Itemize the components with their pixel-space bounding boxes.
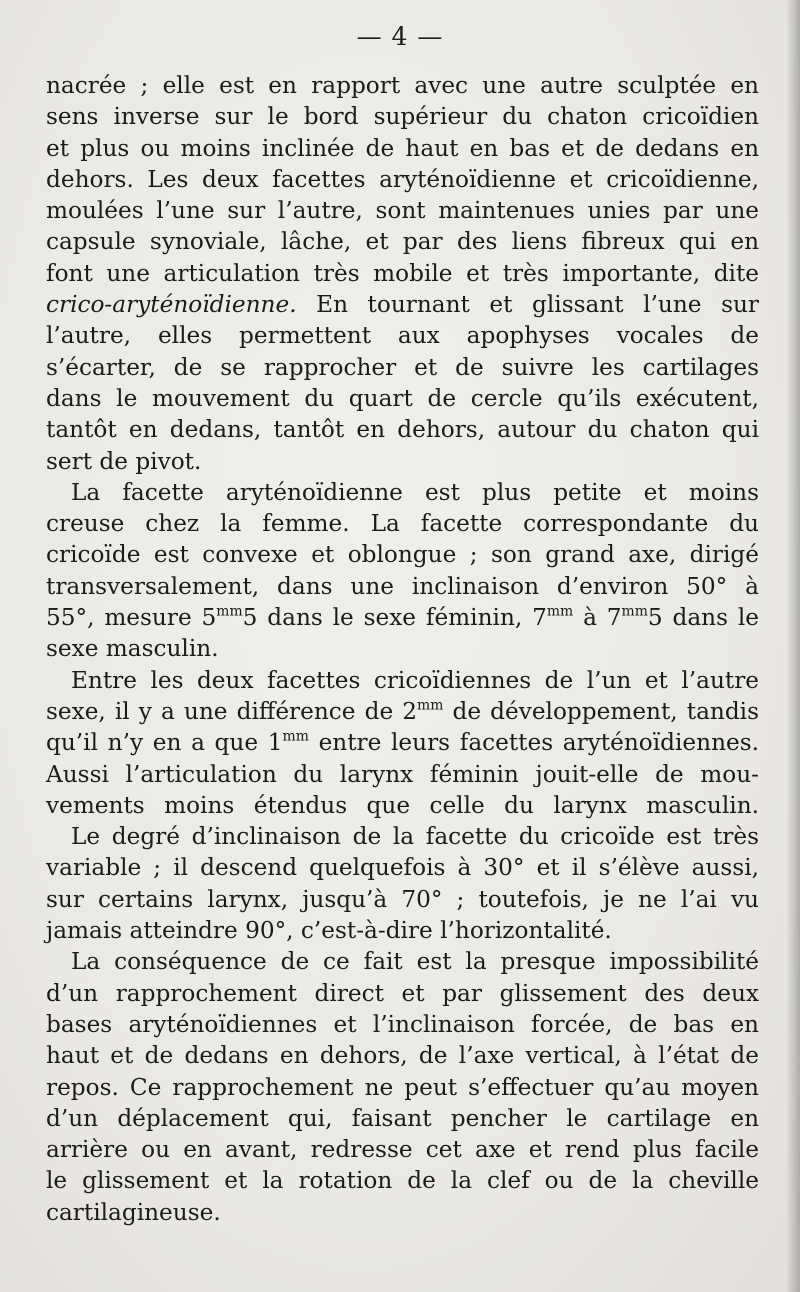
text-line: cricoïde est convexe et oblongue ; son grand axe, dirigé: [46, 541, 759, 569]
text-line: s’écarter, de se rapprocher et de suivre les cartilages: [46, 353, 759, 381]
text-line: creuse chez la femme. La facette correspondante du: [46, 510, 759, 538]
text-line: transversalement, dans une inclinaison d’environ 50° à: [46, 572, 759, 600]
text-line: capsule synoviale, lâche, et par des liens fibreux qui en: [46, 228, 759, 256]
text-line: font une articulation très mobile et très importante, dite: [46, 259, 759, 287]
text-line: sert de pivot.: [46, 447, 202, 475]
text-line: sexe masculin.: [46, 635, 219, 663]
unit-superscript: mm: [546, 603, 574, 620]
text-line: [46, 289, 759, 320]
text-line: repos. Ce rapprochement ne peut s’effectuer qu’au moyen: [46, 1073, 759, 1101]
text-line: cartilagineuse.: [46, 1198, 221, 1226]
text-line: l’autre, elles permettent aux apophyses vocales de: [46, 322, 759, 350]
text-line: qu’il n’y en a que $1^{mm}$ entre leurs facettes aryténoïdiennes.: [46, 728, 759, 757]
text-line: variable ; il descend quelquefois à 30° et il s’élève aussi,: [46, 854, 759, 882]
unit-superscript: mm: [216, 603, 243, 620]
text-line: 55°, mesure $5^{mm}5$ dans le sexe féminin, $7^{mm}$ à $7^{mm}5$ dans le: [46, 603, 759, 632]
text-line: sur certains larynx, jusqu’à 70° ; toutefois, je ne l’ai vu: [46, 885, 759, 913]
text-line: Aussi l’articulation du larynx féminin jouit-elle de mou-: [46, 760, 759, 788]
text-line: sexe, il y a une différence de $2^{mm}$ de développement, tandis: [46, 697, 759, 725]
text-line: et plus ou moins inclinée de haut en bas et de dedans en: [46, 134, 759, 162]
text-line: d’un rapprochement direct et par glissement des deux: [46, 979, 759, 1007]
unit-superscript: mm: [417, 697, 444, 714]
text-line: La facette aryténoïdienne est plus petite et moins: [71, 478, 759, 506]
text-line: dans le mouvement du quart de cercle qu’ils exécutent,: [46, 384, 759, 412]
text-line-rest: En tournant et glissant l’une sur: [296, 291, 759, 319]
text-line: Entre les deux facettes cricoïdiennes de l’un et l’autre: [71, 666, 759, 694]
text-line: vements moins étendus que celle du larynx masculin.: [46, 791, 759, 819]
text-line: le glissement et la rotation de la clef ou de la cheville: [46, 1167, 759, 1195]
text-line: tantôt en dedans, tantôt en dehors, autour du chaton qui: [46, 416, 759, 444]
text-line: moulées l’une sur l’autre, sont maintenues unies par une: [46, 197, 759, 225]
text-line: arrière ou en avant, redresse cet axe et rend plus facile: [46, 1136, 759, 1164]
text-line: haut et de dedans en dehors, de l’axe vertical, à l’état de: [46, 1042, 759, 1070]
text-line: jamais atteindre 90°, c’est-à-dire l’horizontalité.: [46, 917, 612, 945]
text-line: Le degré d’inclinaison de la facette du cricoïde est très: [71, 823, 759, 851]
page-edge-shadow: [786, 0, 800, 1292]
text-line: d’un déplacement qui, faisant pencher le cartilage en: [46, 1104, 759, 1132]
text-line: dehors. Les deux facettes aryténoïdienne et cricoïdienne,: [46, 165, 759, 193]
text-line: sens inverse sur le bord supérieur du chaton cricoïdien: [46, 103, 759, 131]
body-text: [46, 70, 759, 1228]
page-number: — 4 —: [356, 22, 444, 51]
text-line: bases aryténoïdiennes et l’inclinaison forcée, de bas en: [46, 1010, 759, 1038]
unit-superscript: mm: [621, 603, 648, 620]
italic-term: crico-aryténoïdienne.: [46, 291, 297, 319]
text-line: nacrée ; elle est en rapport avec une autre sculptée en: [46, 72, 759, 99]
unit-superscript: mm: [282, 728, 309, 745]
text-line: La conséquence de ce fait est la presque impossibilité: [71, 948, 759, 976]
